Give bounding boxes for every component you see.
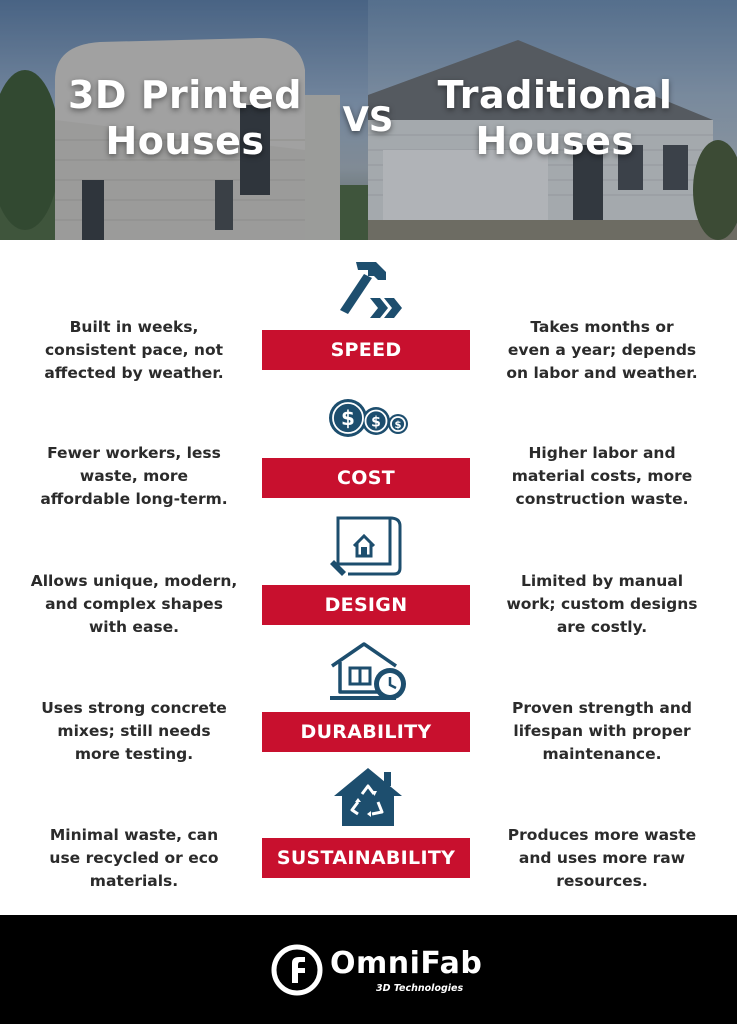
desc-line: waste, more <box>79 467 189 485</box>
desc-line: consistent pace, not <box>44 341 224 359</box>
desc-line: on labor and weather. <box>506 364 698 382</box>
recycle-house-icon <box>328 764 408 834</box>
desc-line: affected by weather. <box>44 364 224 382</box>
sustainability-traditional-description <box>482 824 722 893</box>
desc-line: construction waste. <box>515 490 689 508</box>
desc-line: with ease. <box>88 618 180 636</box>
left-title-line1: 3D Printed <box>67 73 303 117</box>
desc-line: material costs, more <box>511 467 693 485</box>
speed-3d-description <box>14 316 254 385</box>
durability-3d-description <box>14 697 254 766</box>
desc-line: and uses more raw <box>518 849 686 867</box>
desc-line: mixes; still needs <box>57 722 211 740</box>
desc-line: Proven strength and <box>511 699 693 717</box>
cost-badge: COST <box>262 458 470 498</box>
vs-label: VS <box>342 100 394 140</box>
desc-line: lifespan with proper <box>513 722 691 740</box>
left-title <box>40 72 330 164</box>
left-title-line2: Houses <box>105 119 265 163</box>
brand-name: OmniFab <box>330 946 483 981</box>
brand-tagline: 3D Technologies <box>376 983 464 994</box>
sustainability-3d-description <box>14 824 254 893</box>
desc-line: materials. <box>89 872 179 890</box>
hammer-icon <box>328 258 408 328</box>
svg-text:$: $ <box>394 420 402 431</box>
speed-traditional-description <box>482 316 722 385</box>
header-banner <box>0 0 737 240</box>
svg-text:$: $ <box>371 414 381 431</box>
desc-line: Produces more waste <box>507 826 697 844</box>
desc-line: Uses strong concrete <box>41 699 227 717</box>
desc-line: Minimal waste, can <box>49 826 219 844</box>
desc-line: resources. <box>556 872 648 890</box>
desc-line: Allows unique, modern, <box>30 572 238 590</box>
omnifab-f-logo <box>270 943 324 997</box>
right-title <box>405 72 705 164</box>
desc-line: and complex shapes <box>45 595 223 613</box>
desc-line: more testing. <box>74 745 194 763</box>
cost-traditional-description <box>482 442 722 511</box>
durability-badge: DURABILITY <box>262 712 470 752</box>
speed-badge: SPEED <box>262 330 470 370</box>
blueprint-icon <box>328 512 408 582</box>
cost-3d-description <box>14 442 254 511</box>
desc-line: Built in weeks, <box>69 318 199 336</box>
right-title-line1: Traditional <box>437 73 673 117</box>
desc-line: Fewer workers, less <box>47 444 221 462</box>
design-3d-description <box>14 570 254 639</box>
house-clock-icon <box>328 638 408 708</box>
desc-line: Limited by manual <box>520 572 684 590</box>
svg-text:$: $ <box>341 406 355 430</box>
durability-traditional-description <box>482 697 722 766</box>
desc-line: are costly. <box>556 618 648 636</box>
desc-line: work; custom designs <box>506 595 698 613</box>
coins-icon <box>328 388 408 458</box>
desc-line: use recycled or eco <box>49 849 219 867</box>
design-badge: DESIGN <box>262 585 470 625</box>
right-title-line2: Houses <box>475 119 635 163</box>
desc-line: Takes months or <box>530 318 674 336</box>
design-traditional-description <box>482 570 722 639</box>
desc-line: even a year; depends <box>507 341 697 359</box>
desc-line: maintenance. <box>542 745 662 763</box>
footer <box>0 915 737 1024</box>
desc-line: affordable long-term. <box>40 490 228 508</box>
desc-line: Higher labor and <box>528 444 676 462</box>
sustainability-badge: SUSTAINABILITY <box>262 838 470 878</box>
